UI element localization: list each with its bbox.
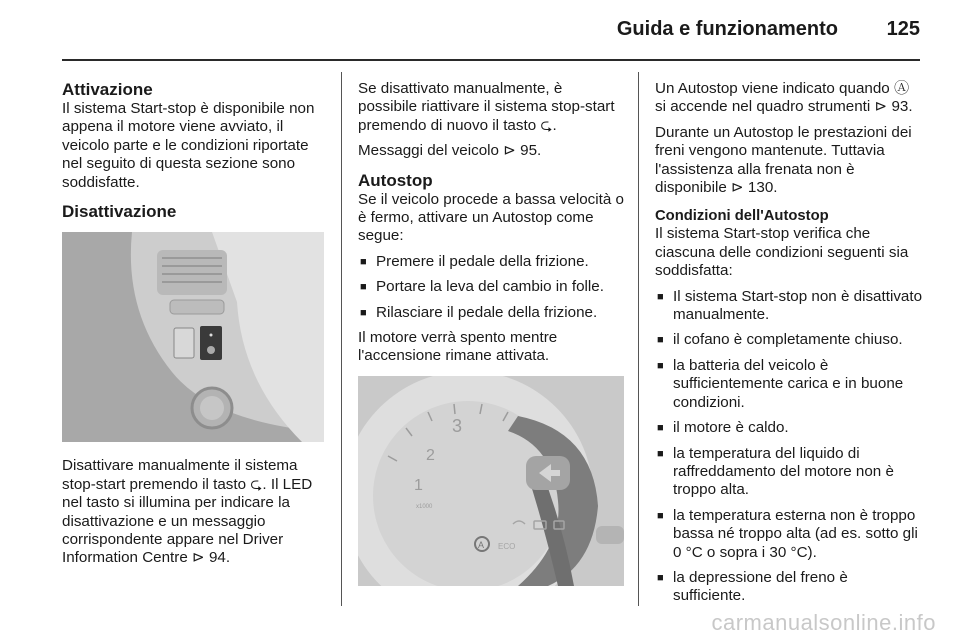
paragraph-verifica: Il sistema Start-stop verifica che ciascuna delle condizioni seguenti sia soddisfatta:: [655, 225, 909, 280]
column-divider-1: [341, 72, 342, 606]
gauge-label-rpm: x1000: [416, 503, 433, 510]
heading-condizioni: Condizioni dell'Autostop: [655, 208, 829, 225]
paragraph-messaggi: Messaggi del veicolo ⊳ 95.: [358, 142, 542, 160]
gauge-label-2: 2: [426, 446, 435, 464]
gauge-label-1: 1: [414, 476, 423, 494]
list-item: ■ Il sistema Start-stop non è disattivato manualmente.: [655, 288, 923, 325]
list-item: ■ Premere il pedale della frizione.: [358, 253, 624, 271]
page-number: 125: [886, 18, 920, 40]
gauge-label-3: 3: [452, 415, 463, 436]
paragraph-riattiva: Se disattivato manualmente, è possibile riattivare il sistema stop-start premendo di nuovo il tasto ⮎.: [358, 80, 615, 134]
list-item: ■ il motore è caldo.: [655, 419, 923, 437]
column-2: [358, 80, 624, 591]
paragraph-autostop: Se il veicolo procede a bassa velocità o è fermo, attivare un Autostop come segue:: [358, 190, 624, 245]
list-item: ■ la depressione del freno è sufficiente.: [655, 569, 923, 606]
paragraph-indicato: Un Autostop viene indicato quando Ⓐ si accende nel quadro strumenti ⊳ 93.: [655, 80, 913, 116]
list-item: ■ la temperatura del liquido di raffreddamento del motore non è troppo alta.: [655, 445, 923, 500]
paragraph-disattivazione: Disattivare manualmente il sistema stop-start premendo il tasto ⮎. Il LED nel tasto si illumina per indicare la disattivazione e un messaggio corrispondente appare nel Driver Information Centre ⊳ 94.: [62, 457, 313, 567]
paragraph-durante: Durante un Autostop le prestazioni dei freni vengono mantenute. Tuttavia l'assistenza alla frenata non è disponibile ⊳ 130.: [655, 123, 912, 197]
paragraph-attivazione: Il sistema Start-stop è disponibile non appena il motore viene avviato, il veicolo parte e le condizioni riportate nel seguito di questa sezione sono soddisfatte.: [62, 100, 315, 191]
watermark: carmanualsonline.info: [711, 610, 936, 635]
column-1: [62, 80, 324, 568]
heading-attivazione: Attivazione: [62, 80, 153, 99]
svg-text:A: A: [478, 539, 485, 550]
list-item: ■ il cofano è completamente chiuso.: [655, 331, 923, 349]
autostop-steps-list: [358, 253, 624, 322]
list-item: ■ la batteria del veicolo è sufficientemente carica e in buone condizioni.: [655, 357, 923, 412]
page-header: [0, 0, 960, 60]
conditions-list: [655, 288, 923, 606]
heading-autostop: Autostop: [358, 170, 433, 190]
list-item: ■ Portare la leva del cambio in folle.: [358, 278, 624, 296]
list-item: ■ la temperatura esterna non è troppo bassa né troppo alta (ad es. sotto gli 0 °C o sopra i 30 °C).: [655, 507, 923, 562]
section-title: Guida e funzionamento: [616, 18, 838, 40]
header-rule: [62, 59, 920, 61]
column-divider-2: [638, 72, 639, 606]
paragraph-spento: Il motore verrà spento mentre l'accensione rimane attivata.: [358, 329, 558, 365]
dashboard-button-photo: [62, 232, 324, 442]
gauge-label-eco: ECO: [498, 541, 516, 551]
heading-disattivazione: Disattivazione: [62, 202, 177, 222]
list-item: ■ Rilasciare il pedale della frizione.: [358, 304, 624, 322]
instrument-cluster-photo: [358, 376, 624, 586]
column-3: [655, 80, 923, 613]
